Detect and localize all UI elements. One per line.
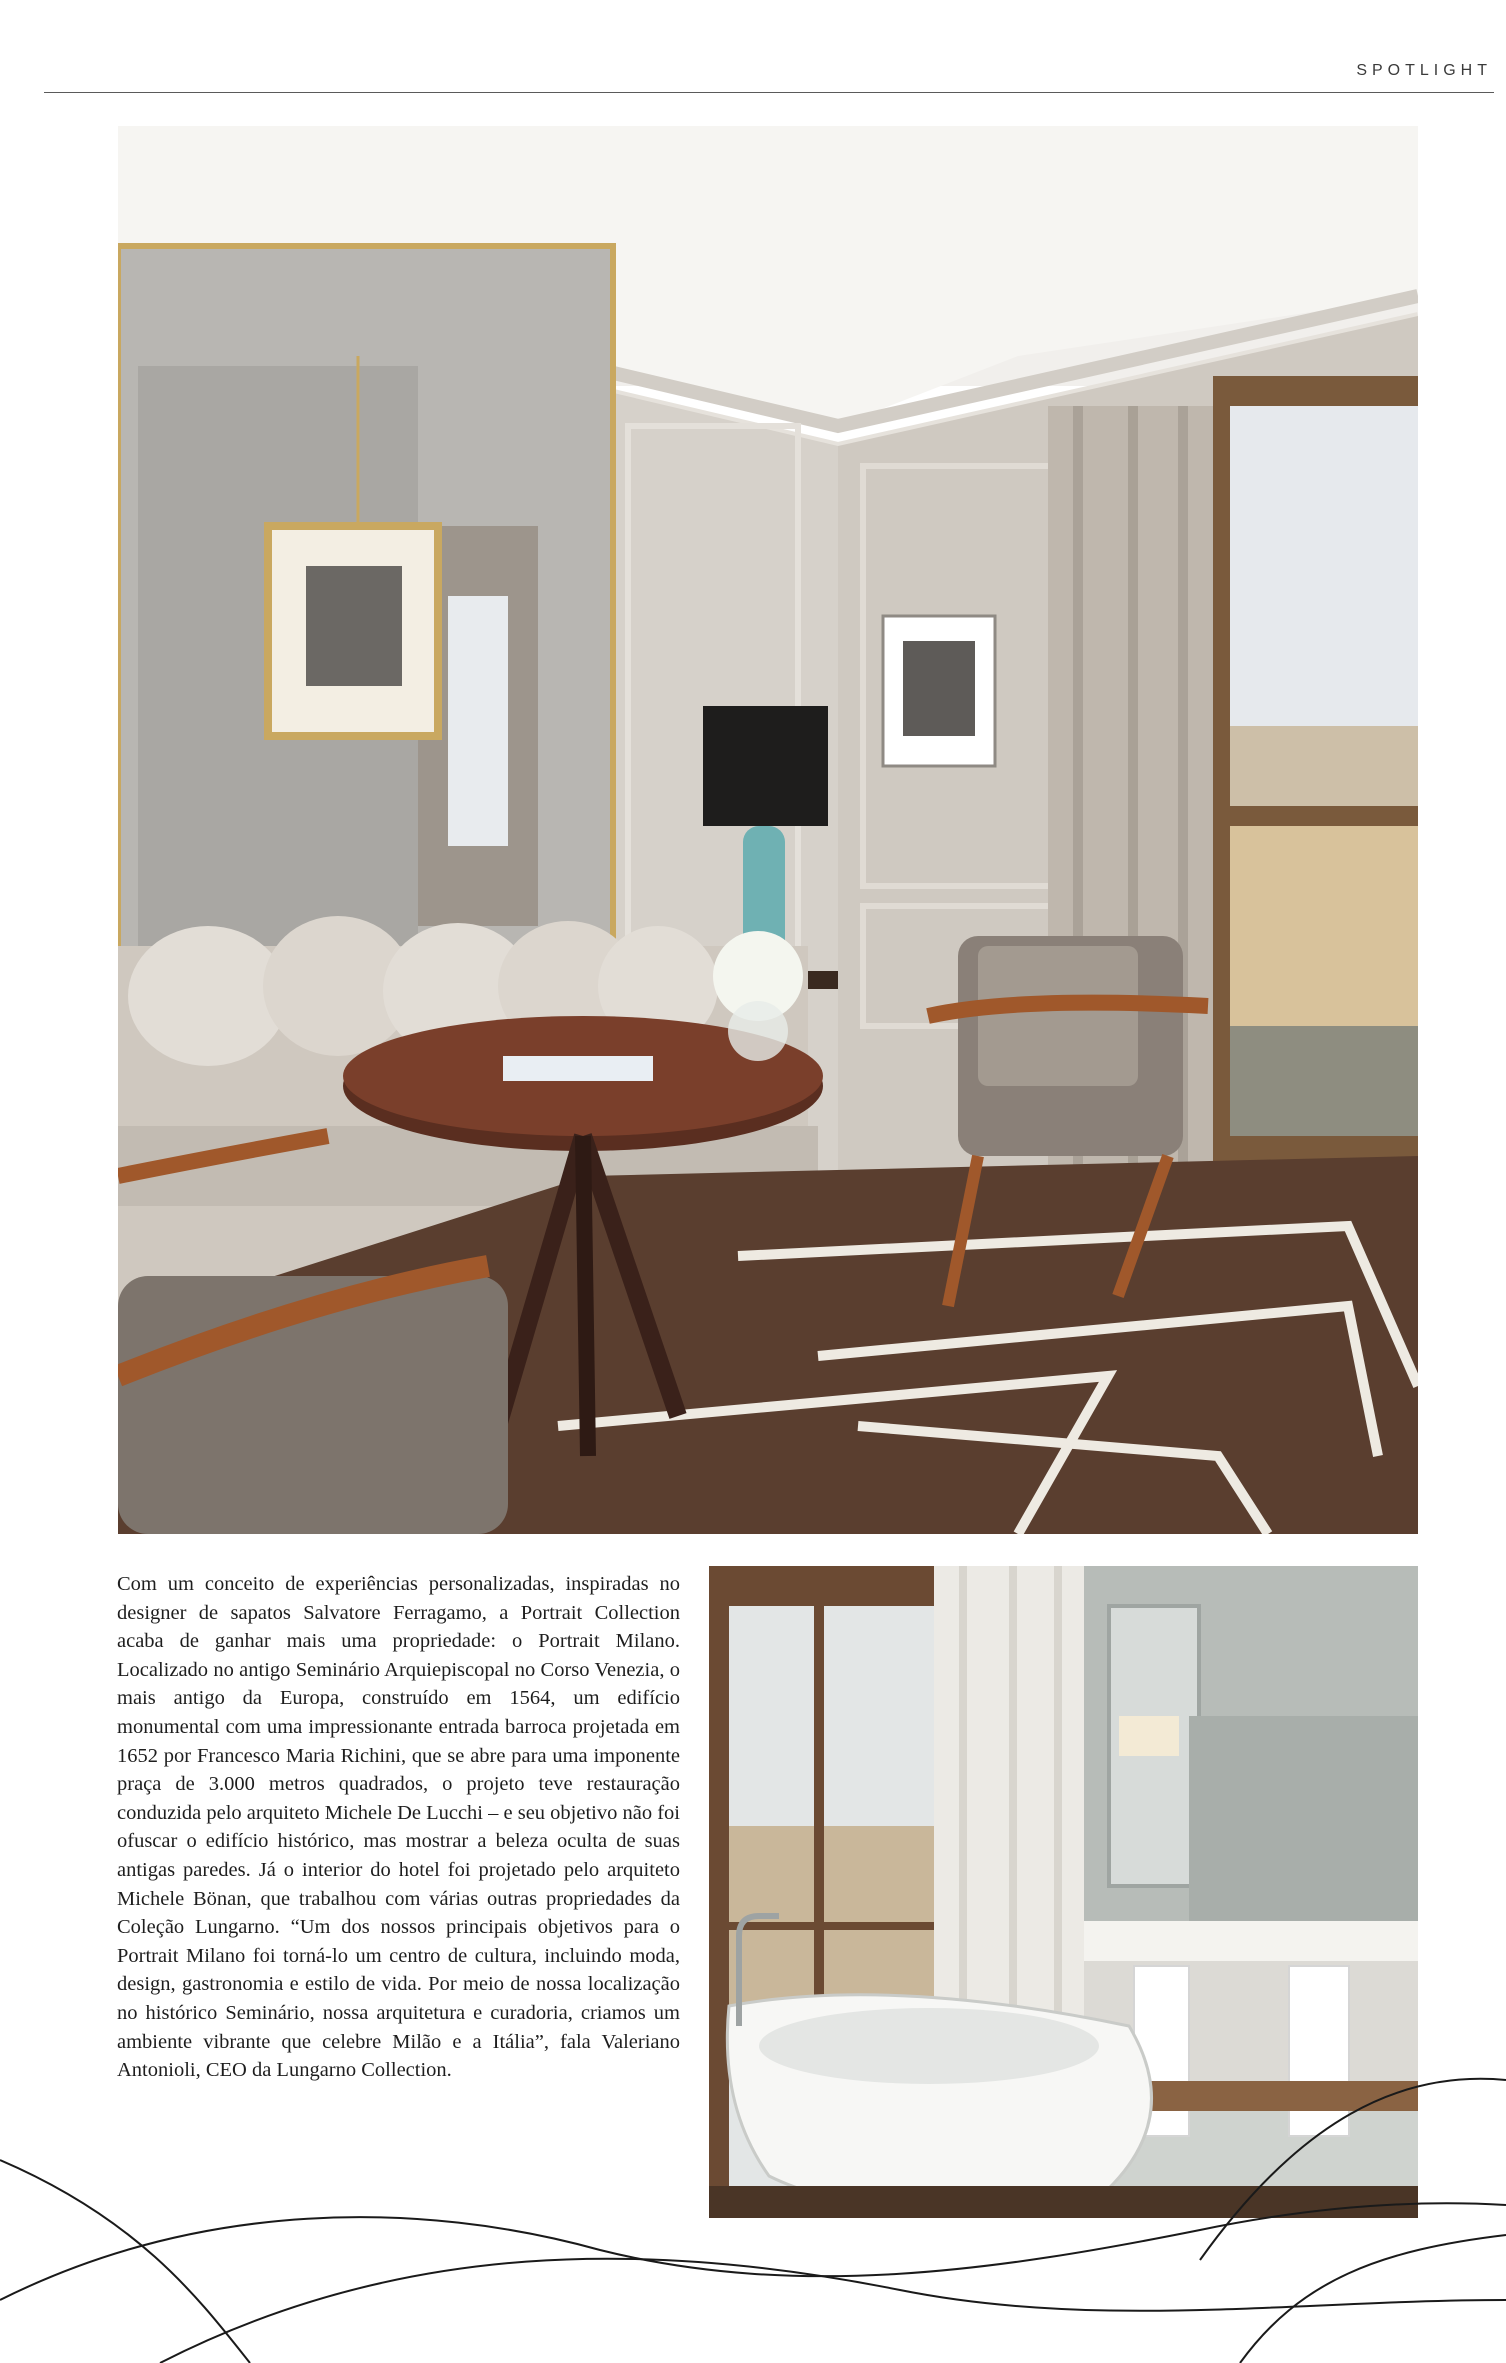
article-body: Com um conceito de experiências personalizadas, inspiradas no designer de sapatos Salvatore Ferragamo, a Portrait Collection acaba de ganhar mais uma propriedade: o Portrait Milano. Localizado no antigo Seminário Arquiepiscopal no Corso Venezia, o mais antigo da Europa, construído em 1564, um edifício monumental com uma impressionante entrada barroca projetada em 1652 por Francesco Maria Richini, que se abre para uma imponente praça de 3.000 metros quadrados, o projeto teve restauração conduzida pelo arquiteto Michele De Lucchi – e seu objetivo não foi ofuscar o edifício histórico, mas mostrar a beleza oculta de suas antigas paredes. Já o interior do hotel foi projetado pelo arquiteto Michele Bönan, que trabalhou com várias outras propriedades da Coleção Lungarno. “Um dos nossos principais objetivos para o Portrait Milano foi torná-lo um centro de cultura, incluindo moda, design, gastronomia e estilo de vida. Por meio de nossa localização no histórico Seminário, nossa arquitetura e curadoria, criamos um ambiente vibrante que celebre Milão e a Itália”, fala Valeriano Antonioli, CEO da Lungarno Collection. [117, 1573, 680, 2082]
section-label: SPOTLIGHT [1356, 62, 1492, 79]
main-photo [118, 126, 1418, 1534]
header-rule [44, 92, 1494, 93]
bathroom-photo [709, 1566, 1418, 2218]
